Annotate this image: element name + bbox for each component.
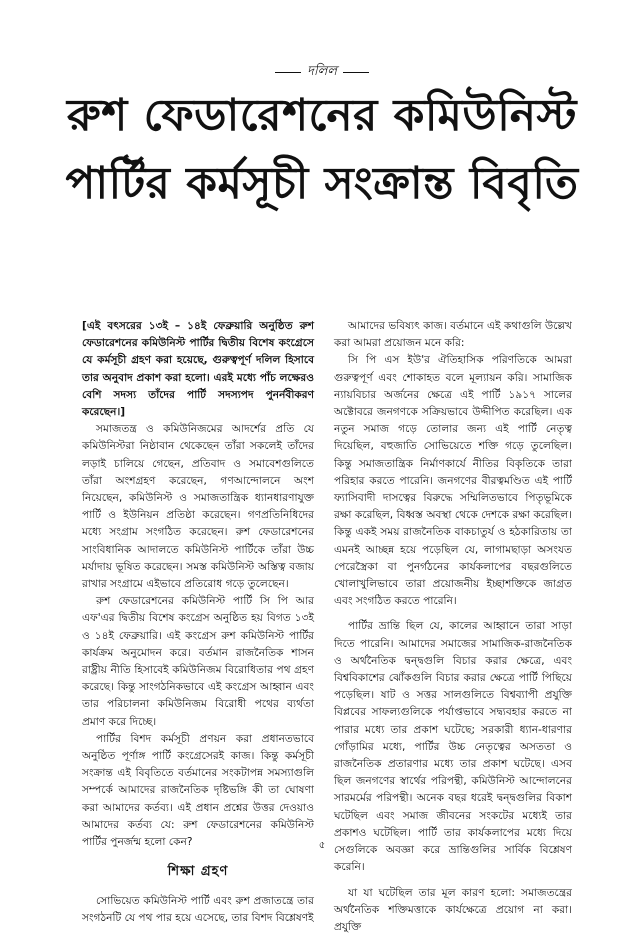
kicker-dash-right bbox=[343, 72, 369, 73]
document-kicker bbox=[0, 62, 644, 83]
paragraph: রুশ ফেডারেশনের কমিউনিস্ট পার্টি সি পি আর এফ'এর দ্বিতীয় বিশেষ কংগ্রেস অনুষ্ঠিত হয় বিগত ১৩ই ও ১৪ই ফেব্রুয়ারি। এই কংগ্রেস রুশ কমিউনিস্ট পার্টির কার্যক্রম অনুমোদন করে। বর্তমান রাজনৈতিক শাসন রাষ্ট্রীয় নীতি হিসাবেই কমিউনিজম বিরোধিতার পথ গ্রহণ করেছে। কিন্তু সাংগঠনিকভাবে এই কংগ্রেস আহ্বান এবং তার পরিচালনা কমিউনিজম বিরোধী পথের ব্যর্থতা প্রমাণ করে দিচ্ছে। bbox=[82, 593, 314, 731]
paragraph: পার্টির বিশদ কর্মসূচী প্রণয়ন করা প্রধানতভাবে অনুষ্ঠিত পূর্ণাঙ্গ পার্টি কংগ্রেসেরই কাজ। কিন্তু কর্মসূচী সংক্রান্ত এই বিবৃতিতে বর্তমানের সংকটাপন্ন সমস্যাগুলি সম্পর্কে আমাদের রাজনৈতিক দৃষ্টিভঙ্গি কী তা ঘোষণা করা আমাদের কর্তব্য। এই প্রধান প্রশ্নের উত্তর দেওয়াও আমাদের কর্তব্য যে: রুশ ফেডারেশনের কমিউনিস্ট পার্টির পুনর্জন্ম হলো কেন? bbox=[82, 731, 314, 851]
title-line-2: পার্টির কর্মসূচী সংক্রান্ত বিবৃতি bbox=[30, 156, 614, 212]
paragraph: সি পি এস ইউ'র ঐতিহাসিক পরিণতিকে আমরা গুরুত্বপূর্ণ এবং শোকাহত বলে মূল্যায়ন করি। সামাজিক ন্যায়বিচার অর্জনের ক্ষেত্রে এই পার্টি ১৯১৭ সালের অক্টোবরে জনগণকে সক্রিয়ভাবে উদ্দীপিত করেছিল। এক নতুন সমাজ গড়ে তোলার জন্য এই পার্টি নেতৃত্ব দিয়েছিল, বহুজাতি সোভিয়েতে শক্তি গড়ে তুলেছিল। কিন্তু সমাজতান্ত্রিক নির্মাণকার্যে নীতির বিকৃতিকে তারা পরিহার করতে পারেনি। জনগণের বীরত্বমণ্ডিত এই পার্টি ফ্যাসিবাদী দাসত্বের বিরুদ্ধে সম্মিলিতভাবে পিতৃভূমিকে রক্ষা করেছিল, বিধ্বস্ত অবস্থা থেকে দেশকে রক্ষা করেছিল। কিন্তু একই সময় রাজনৈতিক বাকচাতুর্য ও হঠকারিতায় তা এমনই আচ্ছন্ন হয়ে পড়েছিল যে, লাগামছাড়া অসংযত পেরেস্ত্রৈকা বা পুনর্গঠনের কার্যকলাপের বছরগুলিতে খোলাখুলিভাবে তারা প্রয়োজনীয় ইচ্ছাশক্তিকে জাগ্রত এবং সংগঠিত করতে পারেনি। bbox=[334, 352, 572, 610]
kicker-label: দলিল bbox=[307, 62, 337, 83]
page-number: ৫ bbox=[0, 838, 644, 855]
paragraph: আমাদের ভবিষ্যৎ কাজ। বর্তমানে এই কথাগুলি উল্লেখ করা আমরা প্রয়োজন মনে করি: bbox=[334, 318, 572, 352]
paragraph: সোভিয়েত কমিউনিস্ট পার্টি এবং রুশ প্রজাতন্ত্রে তার সংগঠনটি যে পথ পার হয়ে এসেছে, তার বিশদ বিশ্লেষণই bbox=[82, 893, 314, 927]
paragraph: সমাজতন্ত্র ও কমিউনিজমের আদর্শের প্রতি যে কমিউনিস্টরা নিষ্ঠাবান থেকেছেন তাঁরা সকলেই তাঁদের লড়াই চালিয়ে গেছেন, প্রতিবাদ ও সমাবেশগুলিতে তাঁরা অংশগ্রহণ করেছেন, গণআন্দোলনে অংশ নিয়েছেন, কমিউনিস্ট ও সমাজতান্ত্রিক ধ্যানধারণাযুক্ত পার্টি ও ইউনিয়ন প্রতিষ্ঠা করেছেন। গণপ্রতিনিধিদের মধ্যে সংগ্রাম সংগঠিত করেছেন। রুশ ফেডারেশনের সাংবিধানিক আদালতে কমিউনিস্ট পার্টিকে তাঁরা উচ্চ মর্যাদায় ভূষিত করেছেন। সমস্ত কমিউনিস্ট অস্তিত্ব বজায় রাখার সংগ্রামে এইভাবে প্রতিরোধ গড়ে তুলেছেন। bbox=[82, 421, 314, 593]
right-column bbox=[334, 318, 572, 858]
editor-note: [এই বৎসরের ১৩ই – ১৪ই ফেব্রুয়ারি অনুষ্ঠিত রুশ ফেডারেশনের কমিউনিস্ট পার্টির দ্বিতীয় বিশেষ কংগ্রেসে যে কর্মসূচী গ্রহণ করা হয়েছে, গুরুত্বপূর্ণ দলিল হিসাবে তার অনুবাদ প্রকাশ করা হলো। এরই মধ্যে পাঁচ লক্ষেরও বেশি সদস্য তাঁদের পার্টি সদস্যপদ পুনর্নবীকরণ করেছেন।] bbox=[82, 318, 314, 421]
left-column bbox=[82, 318, 314, 858]
paragraph: যা যা ঘটেছিল তার মূল কারণ হলো: সমাজতন্ত্রের অর্থনৈতিক শক্তিমত্তাকে কার্যক্ষেত্রে প্রয়োগ না করা। প্রযুক্তি bbox=[334, 885, 572, 936]
title-line-1: রুশ ফেডারেশনের কমিউনিস্ট bbox=[30, 88, 614, 144]
section-heading: শিক্ষা গ্রহণ bbox=[82, 863, 314, 880]
kicker-dash-left bbox=[275, 72, 301, 73]
paragraph: পার্টির ভ্রান্তি ছিল যে, কালের আহ্বানে তারা সাড়া দিতে পারেনি। আমাদের সমাজের সামাজিক-রাজনৈতিক ও অর্থনৈতিক দ্বন্দ্বগুলি বিচার করার ক্ষেত্রে, এবং বিশ্ববিকাশের ঝোঁকগুলি বিচার করার ক্ষেত্রে পার্টি পিছিয়ে পড়েছিল। ষাট ও সত্তর সালগুলিতে বিশ্বব্যাপী প্রযুক্তি বিপ্লবের সাফল্যগুলিকে পর্যাপ্তভাবে সদ্ব্যবহার করতে না পারার মধ্যে তার প্রকাশ ঘটেছে; সরকারী ধ্যান-ধারণার গোঁড়ামির মধ্যে, পার্টির উচ্চ নেতৃত্বের অসততা ও রাজনৈতিক প্রতারণার মধ্যে তার প্রকাশ ঘটেছে। এসব ছিল জনগণের স্বার্থের পরিপন্থী, কমিউনিস্ট আন্দোলনের সারমর্মের পরিপন্থী। অনেক বছর ধরেই দ্বন্দ্বগুলির বিকাশ ঘটেছিল এবং সমাজ জীবনের সংকটের মধ্যেই তার প্রকাশও ঘটেছিল। পার্টি তার কার্যকলাপের মধ্যে দিয়ে সেগুলিকে অবজ্ঞা করে ভ্রান্তিগুলির সার্বিক বিশ্লেষণ করেনি। bbox=[334, 618, 572, 876]
